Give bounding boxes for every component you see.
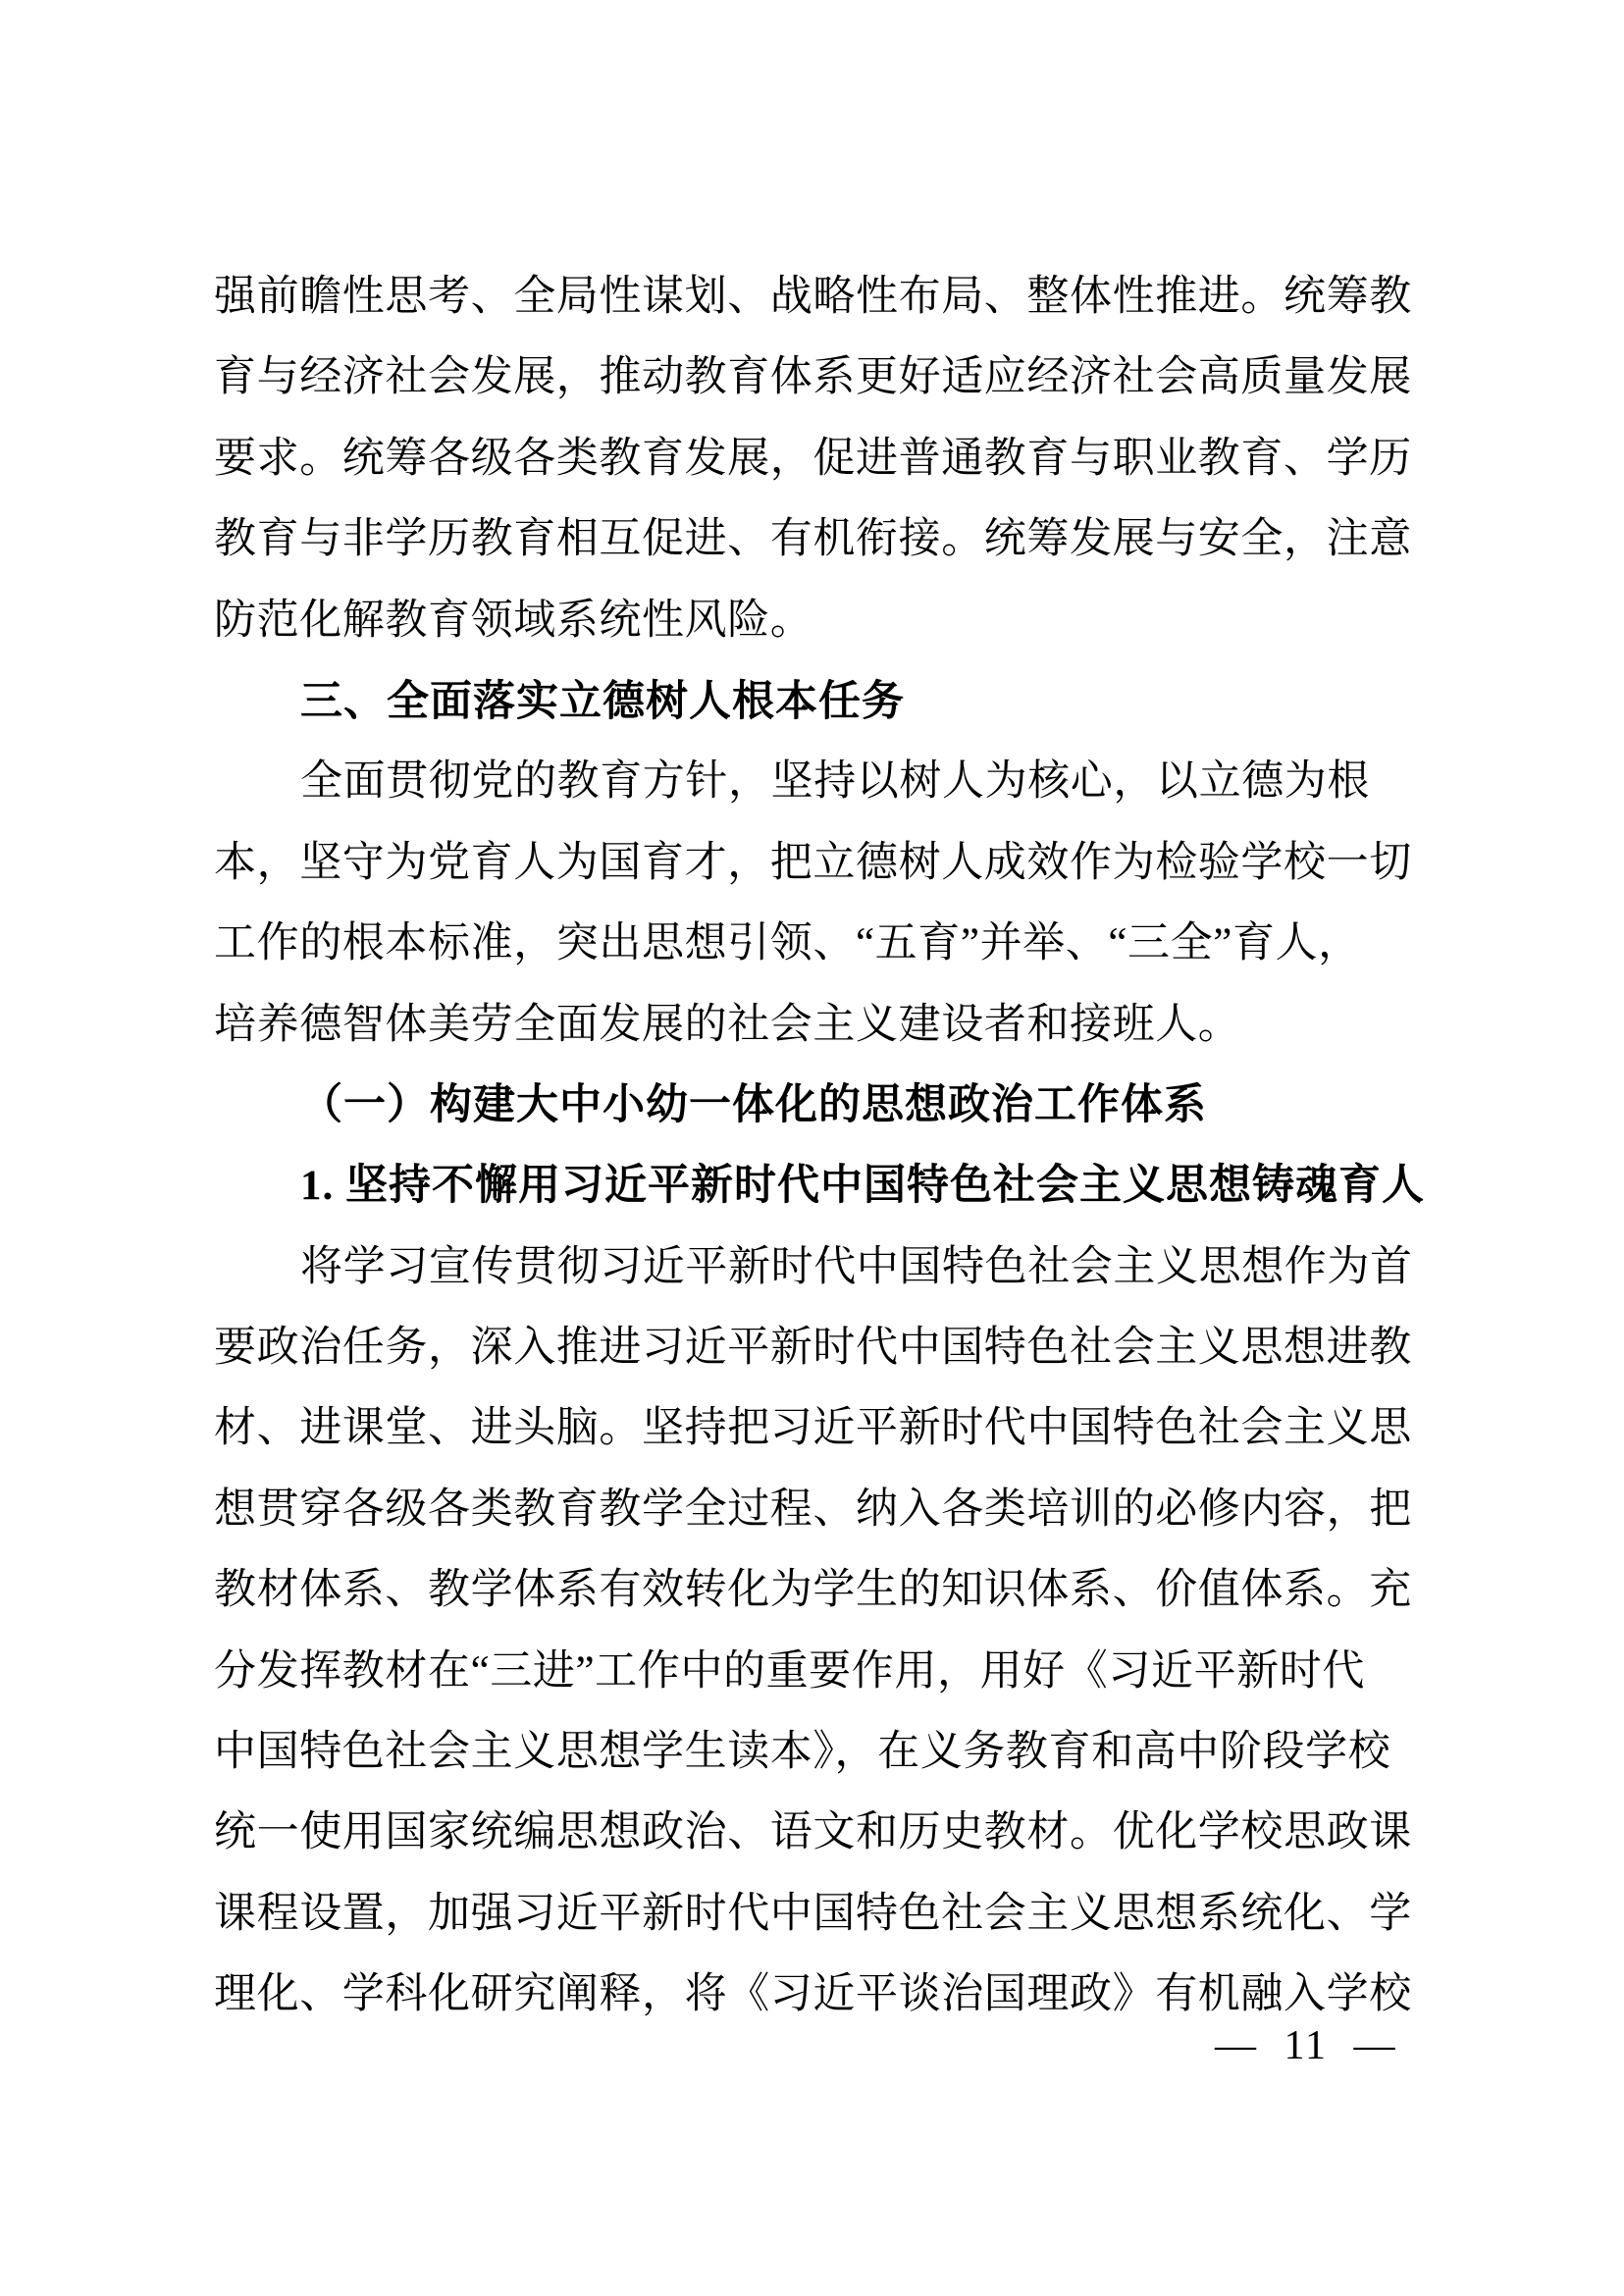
page-number: — 11 — <box>1215 2023 1397 2068</box>
paragraph-line: 育与经济社会发展，推动教育体系更好适应经济社会高质量发展 <box>214 354 1412 401</box>
paragraph-line: 教育与非学历教育相互促进、有机衔接。统筹发展与安全，注意 <box>214 516 1412 563</box>
paragraph-line: 想贯穿各级各类教育教学全过程、纳入各类培训的必修内容，把 <box>214 1486 1412 1533</box>
section-heading: 三、全面落实立德树人根本任务 <box>300 676 905 726</box>
paragraph-line: 统一使用国家统编思想政治、语文和历史教材。优化学校思政课 <box>214 1809 1412 1856</box>
paragraph-line: 要求。统筹各级各类教育发展，促进普通教育与职业教育、学历 <box>214 435 1412 482</box>
document-text-block <box>214 257 1425 2036</box>
paragraph-line: 工作的根本标准，突出思想引领、“五育”并举、“三全”育人， <box>214 920 1361 967</box>
paragraph-line: 中国特色社会主义思想学生读本》，在义务教育和高中阶段学校 <box>214 1729 1391 1776</box>
paragraph-line: 将学习宣传贯彻习近平新时代中国特色社会主义思想作为首 <box>300 1243 1413 1290</box>
paragraph-line: 培养德智体美劳全面发展的社会主义建设者和接班人。 <box>214 1001 1241 1048</box>
paragraph-line: 课程设置，加强习近平新时代中国特色社会主义思想系统化、学 <box>214 1890 1412 1937</box>
paragraph-line: 要政治任务，深入推进习近平新时代中国特色社会主义思想进教 <box>214 1325 1412 1372</box>
paragraph-line: 教材体系、教学体系有效转化为学生的知识体系、价值体系。充 <box>214 1567 1412 1614</box>
paragraph-line: 强前瞻性思考、全局性谋划、战略性布局、整体性推进。统筹教 <box>214 274 1412 320</box>
paragraph-line: 全面贯彻党的教育方针，坚持以树人为核心，以立德为根 <box>300 758 1370 806</box>
paragraph-line: 防范化解教育领域系统性风险。 <box>214 597 813 644</box>
paragraph-line: 材、进课堂、进头脑。坚持把习近平新时代中国特色社会主义思 <box>214 1405 1412 1452</box>
numbered-item-heading: 1. 坚持不懈用习近平新时代中国特色社会主义思想铸魂育人 <box>300 1163 1425 1210</box>
paragraph-line: 分发挥教材在“三进”工作中的重要作用，用好《习近平新时代 <box>214 1647 1365 1695</box>
subsection-heading: （一）构建大中小幼一体化的思想政治工作体系 <box>300 1081 1207 1128</box>
paragraph-line: 理化、学科化研究阐释，将《习近平谈治国理政》有机融入学校 <box>214 1971 1412 2018</box>
paragraph-line: 本，坚守为党育人为国育才，把立德树人成效作为检验学校一切 <box>214 839 1412 886</box>
